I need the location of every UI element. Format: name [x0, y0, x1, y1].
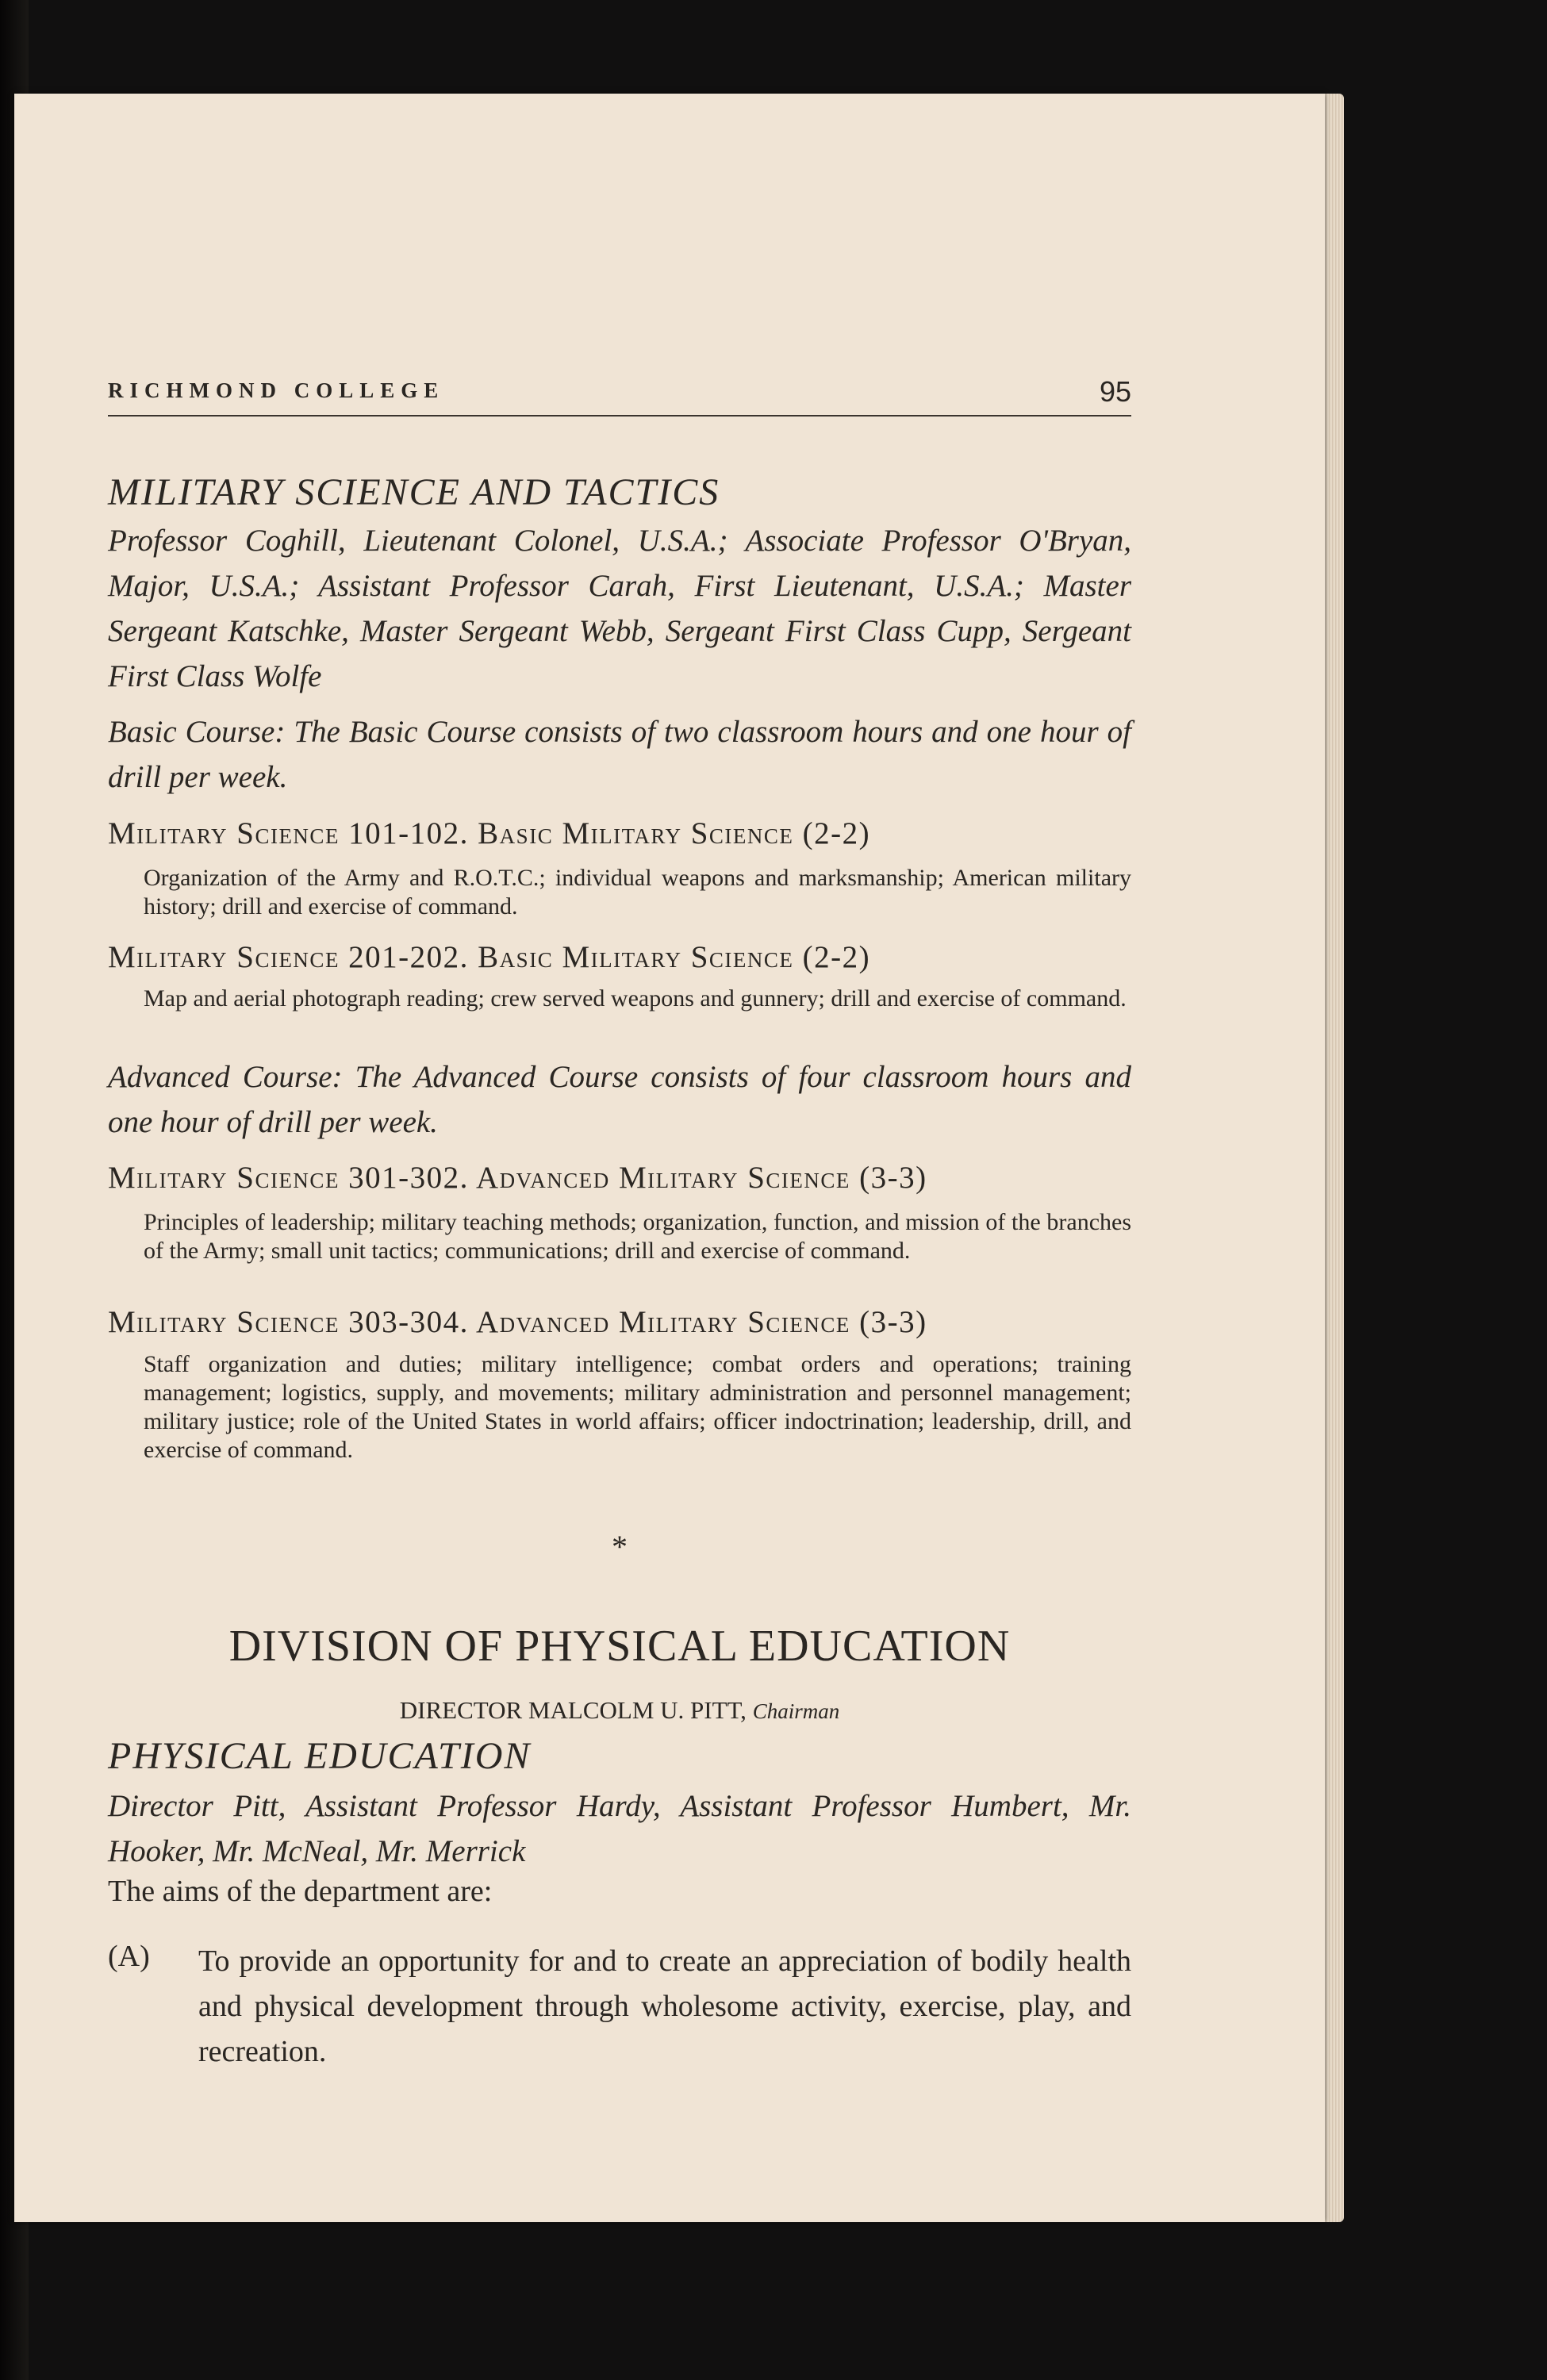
division-director: DIRECTOR MALCOLM U. PITT, [399, 1696, 747, 1724]
section-separator-asterisk: * [612, 1529, 628, 1564]
course-heading-301: Military Science 301-302. Advanced Military Science (3-3) [108, 1161, 927, 1195]
military-section-title: MILITARY SCIENCE AND TACTICS [108, 471, 720, 513]
course-description-101: Organization of the Army and R.O.T.C.; individual weapons and marksmanship; American military history; drill and exercise of command. [144, 865, 1131, 919]
pe-section-title: PHYSICAL EDUCATION [108, 1735, 532, 1777]
course-heading-101: Military Science 101-102. Basic Military Science (2-2) [108, 816, 871, 850]
aim-text-a: To provide an opportunity for and to create an appreciation of bodily health and physical development through wholesome activity, exercise, play, and recreation. [198, 1944, 1131, 2068]
course-description-301: Principles of leadership; military teaching methods; organization, function, and mission of the branches of the Army; small unit tactics; communications; drill and exercise of command. [144, 1209, 1131, 1264]
page-number: 95 [1099, 375, 1131, 408]
running-head-title: RICHMOND COLLEGE [108, 378, 445, 402]
division-chair [108, 1696, 1131, 1725]
course-description-303: Staff organization and duties; military intelligence; combat orders and operations; training management; logistics, supply, and movements; military administration and personnel management; military justice; role of the United States in world affairs; officer indoctrination; leadership, drill, and exercise of command. [144, 1351, 1131, 1463]
division-title: DIVISION OF PHYSICAL EDUCATION [228, 1622, 1011, 1671]
book-page [14, 94, 1325, 2222]
course-description-201: Map and aerial photograph reading; crew served weapons and gunnery; drill and exercise of command. [144, 985, 1127, 1012]
aims-intro: The aims of the department are: [108, 1875, 493, 1908]
pe-faculty: Director Pitt, Assistant Professor Hardy, Assistant Professor Humbert, Mr. Hooker, Mr. McNeal, Mr. Merrick [108, 1789, 1131, 1868]
advanced-course-intro: Advanced Course: The Advanced Course consists of four classroom hours and one hour of drill per week. [108, 1060, 1131, 1139]
course-heading-201: Military Science 201-202. Basic Military Science (2-2) [108, 940, 871, 974]
chair-label: Chairman [752, 1699, 840, 1723]
course-heading-303: Military Science 303-304. Advanced Military Science (3-3) [108, 1305, 927, 1339]
aim-label-a: (A) [108, 1940, 150, 1973]
running-head [108, 375, 1131, 416]
military-faculty: Professor Coghill, Lieutenant Colonel, U.S.A.; Associate Professor O'Bryan, Major, U.S.A.; Assistant Professor Carah, First Lieutenant, U.S.A.; Master Sergeant Katschke, Master Sergeant Webb, Sergeant First Class Cupp, Sergeant First Class Wolfe [108, 524, 1131, 693]
basic-course-intro: Basic Course: The Basic Course consists of two classroom hours and one hour of drill per week. [108, 715, 1131, 794]
